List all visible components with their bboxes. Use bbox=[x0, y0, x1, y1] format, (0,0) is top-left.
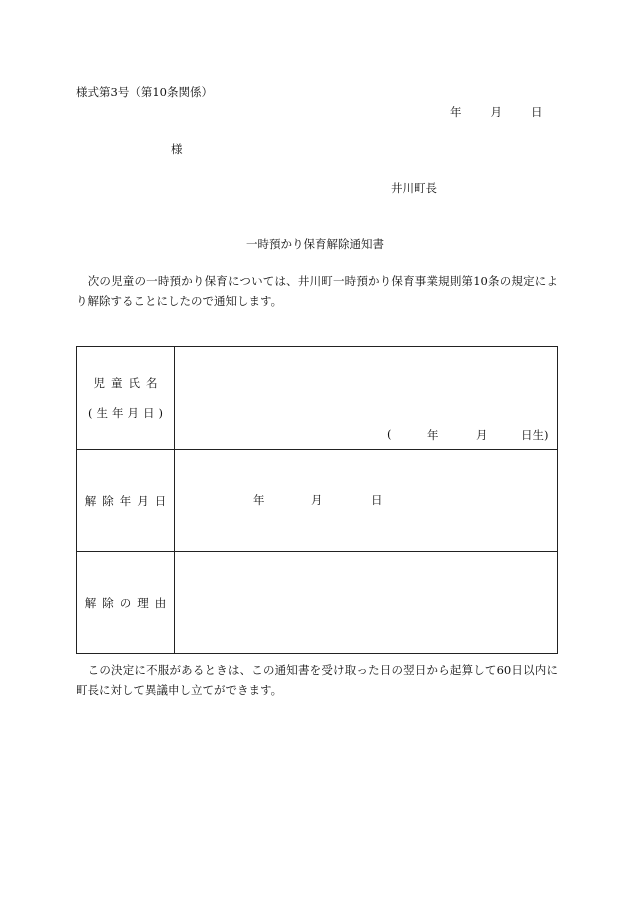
child-value-cell[interactable] bbox=[175, 347, 558, 450]
table-row-child bbox=[77, 347, 558, 450]
cancel-day-unit: 日 bbox=[371, 493, 383, 507]
intro-paragraph: 次の児童の一時預かり保育については、井川町一時預かり保育事業規則第10条の規定により解除することにしたので通知します。 bbox=[76, 274, 558, 308]
reason-value-cell[interactable] bbox=[175, 552, 558, 654]
issue-date: 年 月 日 bbox=[450, 105, 545, 119]
birth-month-unit: 月 bbox=[476, 428, 488, 442]
cancel-year-unit: 年 bbox=[253, 493, 265, 507]
child-label-cell bbox=[77, 347, 175, 450]
birth-year-unit: 年 bbox=[427, 428, 439, 442]
addressee-suffix: 様 bbox=[171, 142, 183, 156]
notice-table bbox=[76, 346, 558, 654]
form-number: 様式第3号（第10条関係） bbox=[76, 85, 213, 99]
cancel-date-label-cell bbox=[77, 450, 175, 552]
reason-label-cell bbox=[77, 552, 175, 654]
cancel-date-label: 解除年月日 bbox=[84, 493, 173, 508]
child-name-label: 児童氏名 bbox=[93, 376, 164, 390]
cancel-month-unit: 月 bbox=[311, 493, 323, 507]
reason-label: 解除の理由 bbox=[84, 595, 173, 610]
table-row-reason bbox=[77, 552, 558, 654]
issuer-name: 井川町長 bbox=[391, 181, 437, 195]
birthdate-label: (生年月日) bbox=[88, 406, 167, 420]
birth-prefix: ( bbox=[387, 427, 392, 441]
birth-day-unit: 日生) bbox=[521, 428, 549, 442]
appeal-notice-paragraph: この決定に不服があるときは、この通知書を受け取った日の翌日から起算して60日以内に町長に対して異議申し立てができます。 bbox=[76, 663, 558, 697]
table-row-cancel-date bbox=[77, 450, 558, 552]
document-title: 一時預かり保育解除通知書 bbox=[246, 237, 384, 251]
cancel-date-value-cell[interactable] bbox=[175, 450, 558, 552]
